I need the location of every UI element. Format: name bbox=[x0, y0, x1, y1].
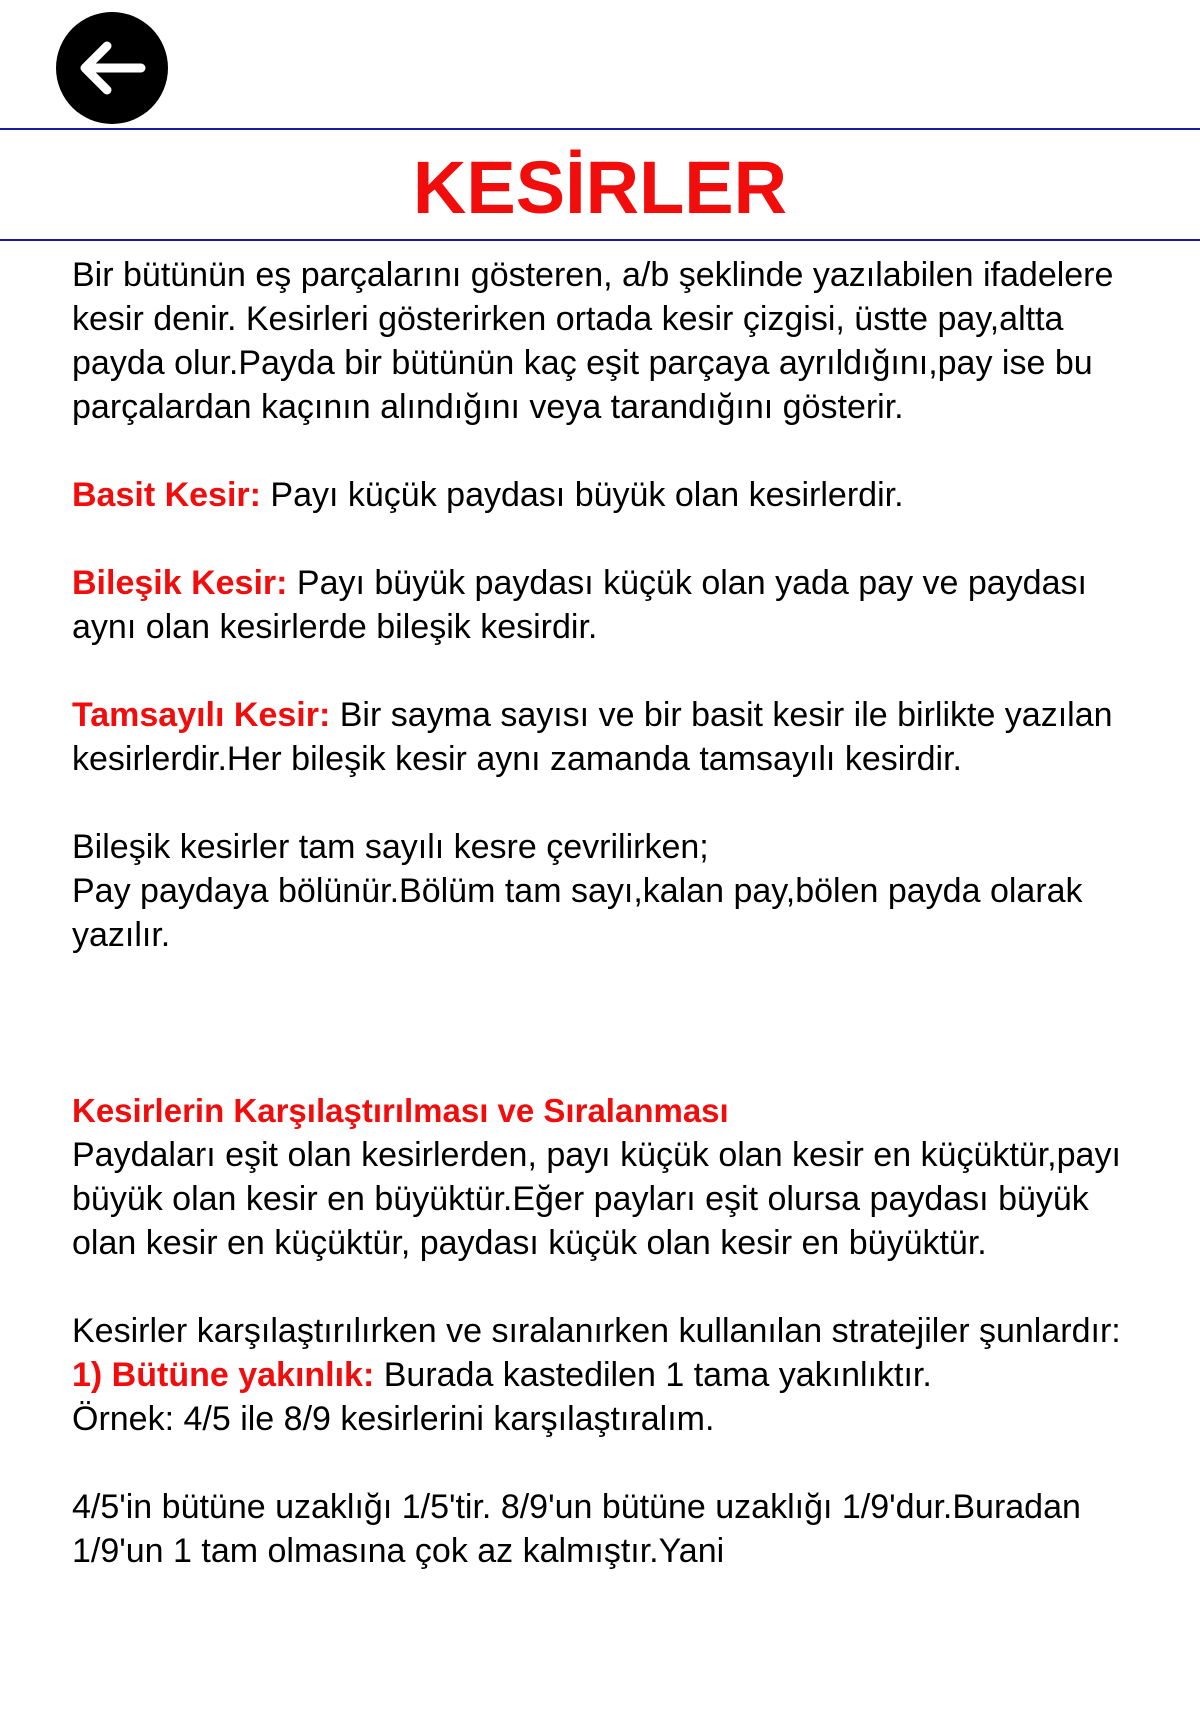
page-title: KESİRLER bbox=[412, 146, 788, 229]
strategies-intro: Kesirler karşılaştırılırken ve sıralanırken kullanılan stratejiler şunlardır: bbox=[72, 1312, 1121, 1350]
article-body bbox=[72, 253, 1132, 1573]
conversion-intro: Bileşik kesirler tam sayılı kesre çevrilirken; bbox=[72, 828, 709, 866]
strategy-1-label: 1) Bütüne yakınlık: bbox=[72, 1356, 375, 1394]
section-heading: Kesirlerin Karşılaştırılması ve Sıralanması bbox=[72, 1092, 729, 1129]
basit-kesir-label: Basit Kesir: bbox=[72, 476, 261, 514]
back-button[interactable] bbox=[56, 12, 168, 124]
conversion-rule: Pay paydaya bölünür.Bölüm tam sayı,kalan pay,bölen payda olarak yazılır. bbox=[72, 872, 1083, 954]
section-paragraph: Paydaları eşit olan kesirlerden, payı küçük olan kesir en küçüktür,payı büyük olan kesir en büyüktür.Eğer payları eşit olursa paydası büyük olan kesir en küçüktür, paydası küçük olan kesir en büyüktür. bbox=[72, 1136, 1121, 1262]
strategy-1-text: Burada kastedilen 1 tama yakınlıktır. bbox=[374, 1356, 932, 1394]
arrow-left-icon bbox=[77, 40, 147, 96]
example-line: Örnek: 4/5 ile 8/9 kesirlerini karşılaştıralım. bbox=[72, 1400, 715, 1438]
intro-paragraph: Bir bütünün eş parçalarını gösteren, a/b şeklinde yazılabilen ifadelere kesir denir. Kesirleri gösterirken ortada kesir çizgisi, üstte pay,altta payda olur.Payda bir bütünün kaç eşit parçaya ayrıldığını,pay ise bu parçalardan kaçının alındığını veya tarandığını gösterir. bbox=[72, 256, 1114, 426]
strategy-1 bbox=[72, 1353, 1132, 1397]
bilesik-kesir-definition bbox=[72, 561, 1132, 649]
tamsayili-kesir-definition bbox=[72, 693, 1132, 781]
tamsayili-kesir-label: Tamsayılı Kesir: bbox=[72, 696, 331, 734]
distance-paragraph: 4/5'in bütüne uzaklığı 1/5'tir. 8/9'un bütüne uzaklığı 1/9'dur.Buradan 1/9'un 1 tam olmasına çok az kalmıştır.Yani bbox=[72, 1488, 1081, 1570]
basit-kesir-text: Payı küçük paydası büyük olan kesirlerdir. bbox=[260, 476, 904, 514]
header-divider-bottom bbox=[0, 239, 1200, 241]
bilesik-kesir-text: Payı büyük paydası küçük olan yada pay ve paydası aynı olan kesirlerde bileşik kesirdir. bbox=[72, 564, 1087, 646]
bilesik-kesir-label: Bileşik Kesir: bbox=[72, 564, 288, 602]
tamsayili-kesir-text: Bir sayma sayısı ve bir basit kesir ile birlikte yazılan kesirlerdir.Her bileşik kesir aynı zamanda tamsayılı kesirdir. bbox=[72, 696, 1113, 778]
basit-kesir-definition bbox=[72, 473, 1132, 517]
header-divider-top bbox=[0, 128, 1200, 130]
